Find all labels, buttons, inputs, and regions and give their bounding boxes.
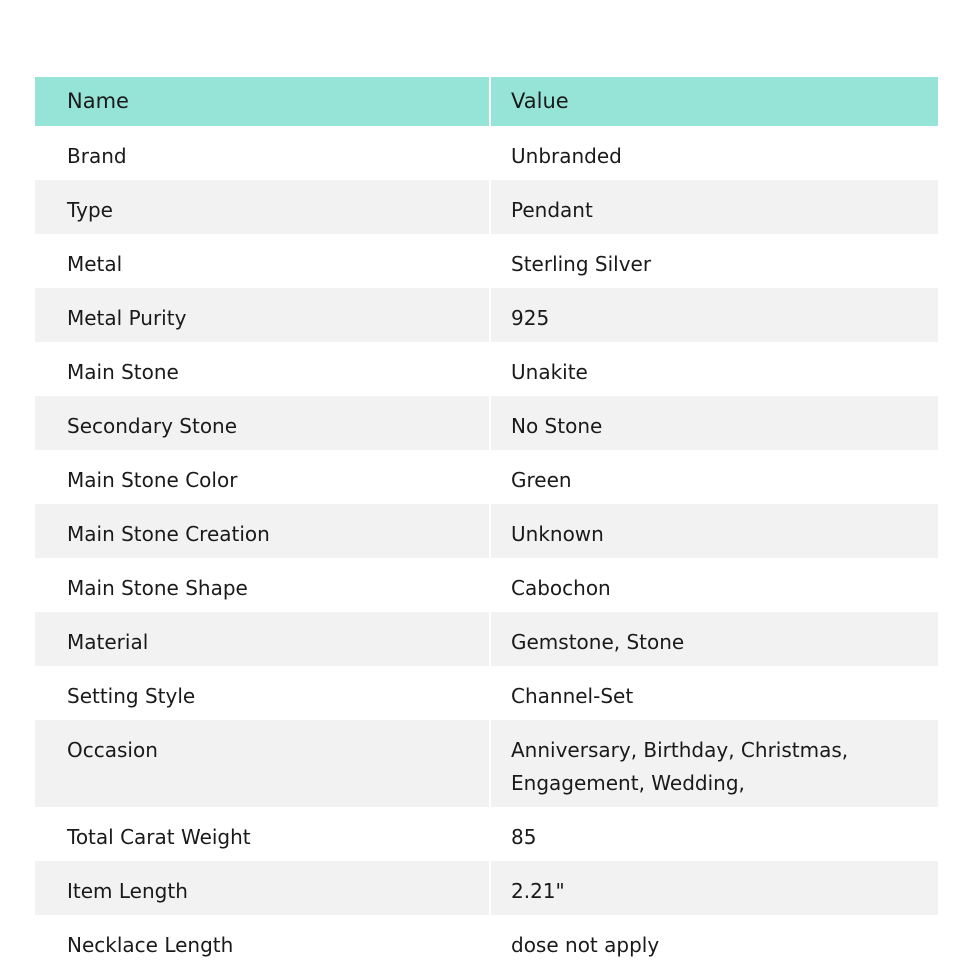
row-value: Cabochon	[511, 576, 611, 600]
row-name: Main Stone Color	[35, 450, 491, 504]
header-name: Name	[35, 77, 491, 126]
table-row	[35, 558, 938, 612]
row-value: Unakite	[511, 360, 588, 384]
row-value: Green	[511, 468, 572, 492]
row-name: Main Stone	[35, 342, 491, 396]
row-value: dose not apply	[511, 933, 660, 957]
table-row	[35, 915, 938, 960]
row-value: Anniversary, Birthday, Christmas, Engagement, Wedding,	[491, 720, 938, 807]
table-row	[35, 342, 938, 396]
row-value: Channel-Set	[511, 684, 634, 708]
table-row	[35, 288, 938, 342]
row-name: Setting Style	[35, 666, 491, 720]
table-row	[35, 504, 938, 558]
row-name: Necklace Length	[35, 915, 491, 960]
row-name: Metal Purity	[35, 288, 491, 342]
table-row	[35, 126, 938, 180]
row-value: 2.21"	[491, 861, 938, 915]
table-header-row	[35, 77, 938, 126]
row-name: Main Stone Creation	[35, 504, 491, 558]
row-value: Gemstone, Stone	[491, 612, 938, 666]
row-name: Occasion	[35, 720, 491, 807]
header-value: Value	[491, 77, 938, 126]
table-row	[35, 612, 938, 666]
row-value: Unknown	[491, 504, 938, 558]
row-value: Unbranded	[511, 144, 622, 168]
table-row	[35, 720, 938, 807]
row-name: Main Stone Shape	[35, 558, 491, 612]
table-row	[35, 807, 938, 861]
table-row	[35, 180, 938, 234]
row-value: Pendant	[491, 180, 938, 234]
table-row	[35, 450, 938, 504]
table-row	[35, 234, 938, 288]
row-value: Sterling Silver	[511, 252, 652, 276]
table-body	[35, 126, 938, 960]
table-row	[35, 666, 938, 720]
row-name: Total Carat Weight	[35, 807, 491, 861]
row-value: 85	[511, 825, 537, 849]
row-name: Item Length	[35, 861, 491, 915]
row-name: Material	[35, 612, 491, 666]
table-row	[35, 396, 938, 450]
row-value: No Stone	[491, 396, 938, 450]
row-name: Brand	[35, 126, 491, 180]
row-name: Type	[35, 180, 491, 234]
row-value: 925	[491, 288, 938, 342]
table-row	[35, 861, 938, 915]
row-name: Metal	[35, 234, 491, 288]
row-name: Secondary Stone	[35, 396, 491, 450]
item-specifics-table	[35, 77, 938, 960]
